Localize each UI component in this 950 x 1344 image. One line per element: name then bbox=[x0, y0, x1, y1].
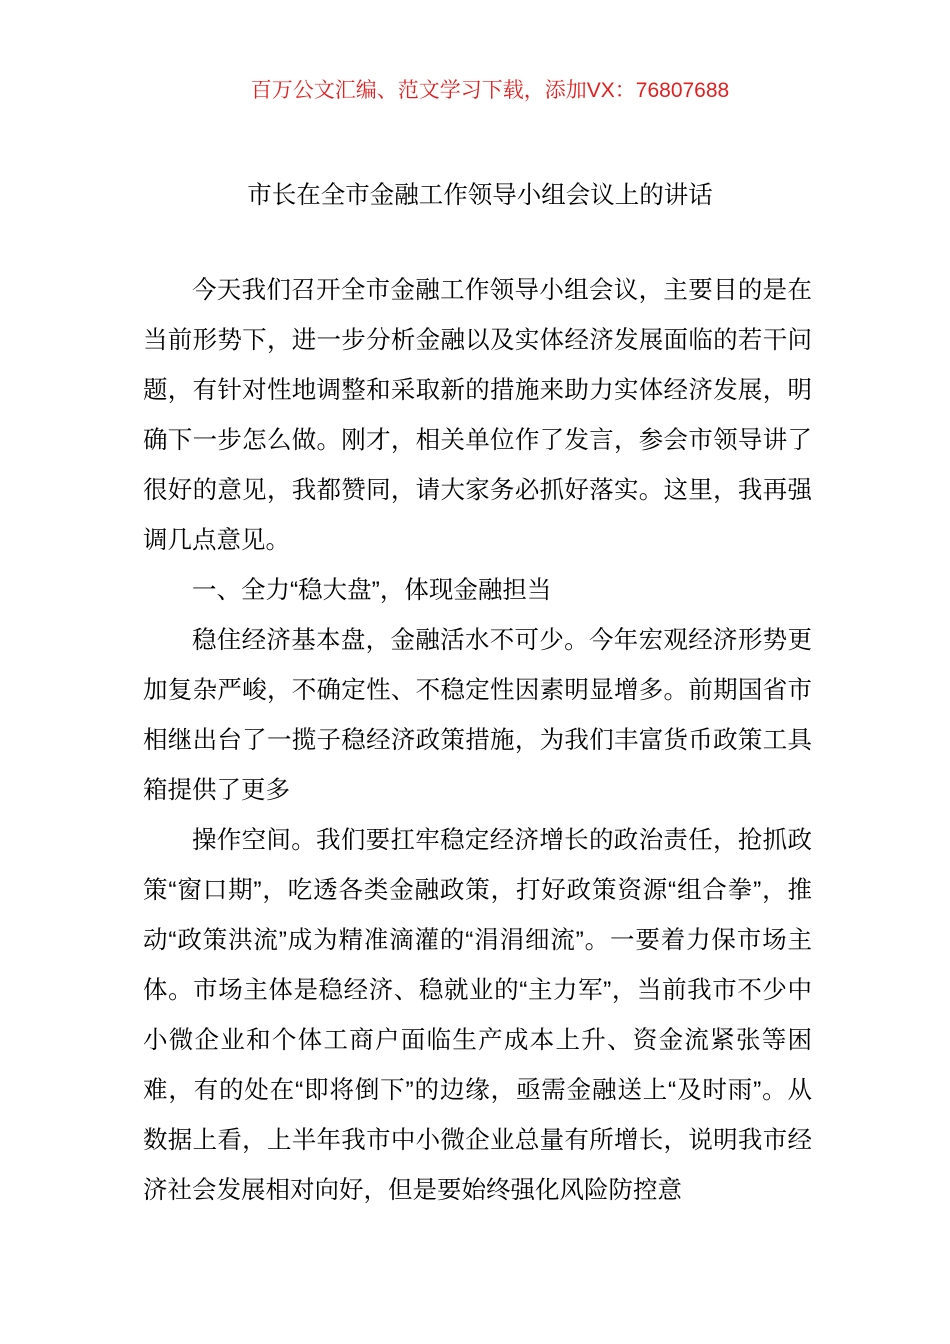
body-paragraph: 操作空间。我们要扛牢稳定经济增长的政治责任，抢抓政策“窗口期”，吃透各类金融政策，打好政策资源“组合拳”，推动“政策洪流”成为精准滴灌的“涓涓细流”。一要着力保市场主体。市场主体是稳经济、稳就业的“主力军”，当前我市不少中小微企业和个体工商户面临生产成本上升、资金流紧张等困难，有的处在“即将倒下”的边缘，亟需金融送上“及时雨”。从数据上看，上半年我市中小微企业总量有所增长，说明我市经济社会发展相对向好，但是要始终强化风险防控意 bbox=[143, 827, 812, 1204]
section-heading: 一、全力“稳大盘”，体现金融担当 bbox=[192, 577, 552, 604]
body-paragraph: 稳住经济基本盘，金融活水不可少。今年宏观经济形势更加复杂严峻，不确定性、不稳定性因素明显增多。前期国省市相继出台了一揽子稳经济政策措施，为我们丰富货币政策工具箱提供了更多 bbox=[143, 627, 812, 804]
document-title: 市长在全市金融工作领导小组会议上的讲话 bbox=[247, 182, 713, 209]
promo-header: 百万公文汇编、范文学习下载，添加VX：76807688 bbox=[250, 79, 730, 102]
document-body bbox=[143, 266, 812, 1216]
body-paragraph: 今天我们召开全市金融工作领导小组会议，主要目的是在当前形势下，进一步分析金融以及实体经济发展面临的若干问题，有针对性地调整和采取新的措施来助力实体经济发展，明确下一步怎么做。刚才，相关单位作了发言，参会市领导讲了很好的意见，我都赞同，请大家务必抓好落实。这里，我再强调几点意见。 bbox=[143, 277, 812, 554]
